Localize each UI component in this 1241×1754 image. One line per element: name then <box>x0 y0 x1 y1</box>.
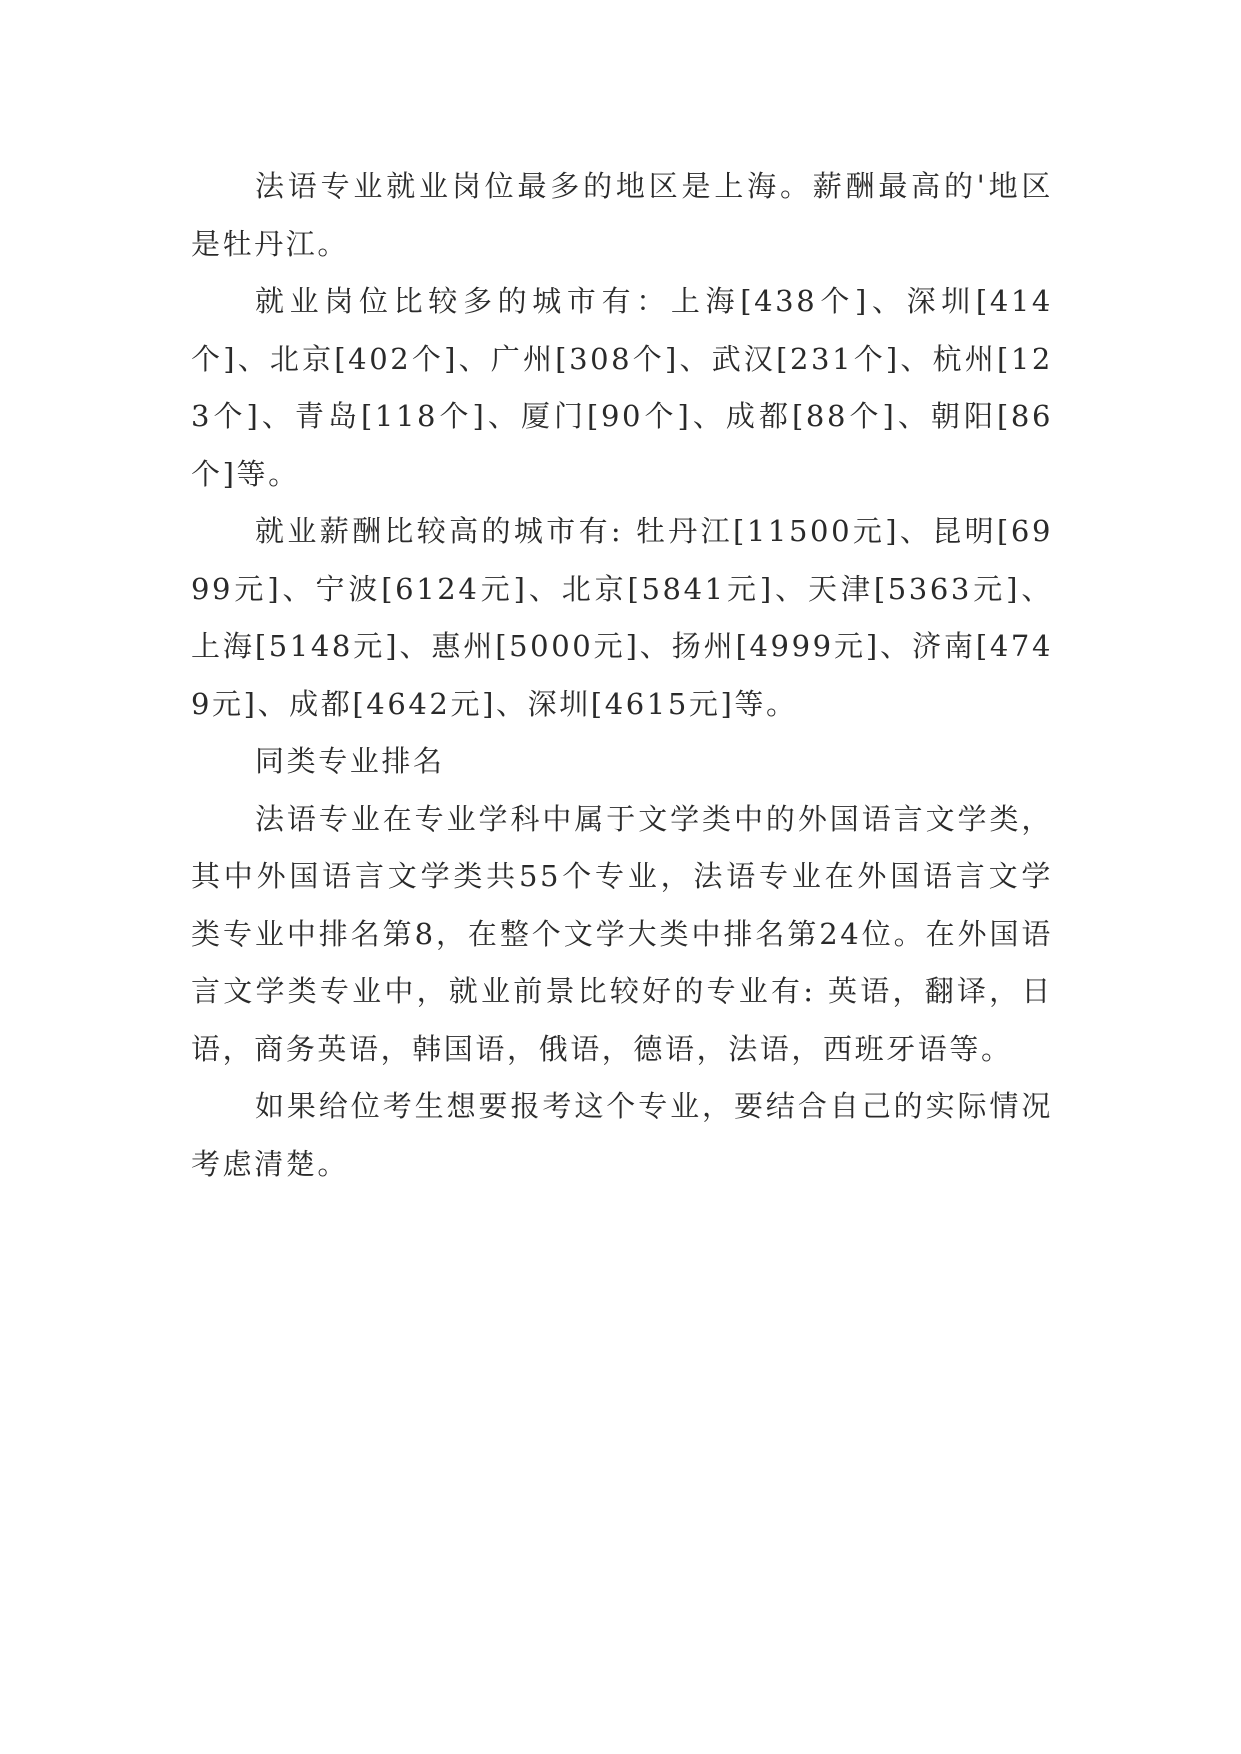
paragraph-advice: 如果给位考生想要报考这个专业，要结合自己的实际情况考虑清楚。 <box>191 1089 1053 1181</box>
document-body <box>191 158 1053 1193</box>
paragraph-top-region: 法语专业就业岗位最多的地区是上海。薪酬最高的'地区是牡丹江。 <box>191 169 1053 261</box>
section-heading-ranking: 同类专业排名 <box>255 744 445 778</box>
paragraph-ranking: 法语专业在专业学科中属于文学类中的外国语言文学类，其中外国语言文学类共55个专业，法语专业在外国语言文学类专业中排名第8，在整个文学大类中排名第24位。在外国语言文学类专业中，就业前景比较好的专业有: 英语，翻译，日语，商务英语，韩国语，俄语，德语，法语，西班牙语等。 <box>191 801 1053 1066</box>
paragraph-job-count-cities: 就业岗位比较多的城市有：上海[438个]、深圳[414个]、北京[402个]、广州[308个]、武汉[231个]、杭州[123个]、青岛[118个]、厦门[90个]、成都[88个]、朝阳[86个]等。 <box>191 284 1053 491</box>
paragraph-salary-cities: 就业薪酬比较高的城市有: 牡丹江[11500元]、昆明[6999元]、宁波[6124元]、北京[5841元]、天津[5363元]、上海[5148元]、惠州[5000元]、扬州[4999元]、济南[4749元]、成都[4642元]、深圳[4615元]等。 <box>191 514 1053 721</box>
